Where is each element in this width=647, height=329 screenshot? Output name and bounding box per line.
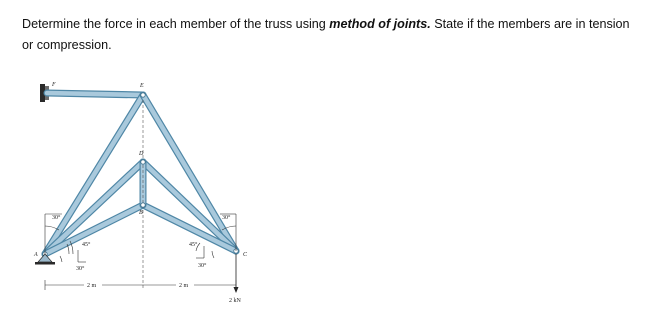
load-label: 2 kN (229, 298, 241, 304)
angle-label-right-top: 30° (222, 215, 231, 221)
dimension-label-left: 2 m (87, 283, 97, 289)
dimension-label-right: 2 m (179, 283, 189, 289)
angle-label-right-mid: 45° (189, 242, 198, 248)
truss-members (45, 93, 236, 254)
problem-emphasis: method of joints. (329, 17, 431, 31)
dimension-lines (45, 280, 236, 290)
angle-label-left-top: 30° (52, 215, 61, 221)
angle-label-right-bottom: 30° (198, 263, 207, 269)
joint-b (141, 203, 145, 207)
joint-d (141, 160, 145, 164)
joint-e (141, 93, 145, 97)
problem-text-part1: Determine the force in each member of the truss using (22, 17, 330, 31)
label-d: D (139, 151, 144, 157)
label-a: A (34, 252, 38, 258)
label-f: F (52, 82, 56, 88)
label-e: E (140, 83, 144, 89)
problem-text-part2: State if the members are in tension or compression. (22, 17, 630, 52)
angle-label-left-bottom: 30° (76, 266, 85, 272)
label-c: C (243, 252, 248, 258)
pin-support-a (35, 254, 55, 265)
label-b: B (139, 210, 143, 216)
angle-label-left-mid: 45° (82, 242, 91, 248)
